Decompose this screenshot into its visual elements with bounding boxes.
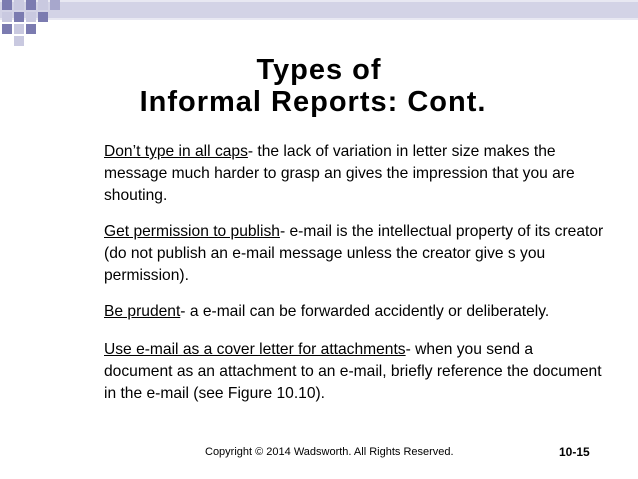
paragraph-prudent <box>104 301 604 323</box>
slide-title-line-2: Informal Reports: Cont. <box>139 86 487 118</box>
desc-cover-letter: - when you send a document as an attachment to an e-mail, briefly reference the document in the e-mail (see Figure 10.10). <box>104 341 602 402</box>
desc-permission: - e-mail is the intellectual property of its creator (do not publish an e-mail message unless the creator give s you permission). <box>104 223 604 284</box>
paragraph-permission <box>104 221 604 287</box>
header-decoration <box>0 0 638 48</box>
desc-all-caps: - the lack of variation in letter size makes the message much harder to grasp an gives the impression that you are shouting. <box>104 143 575 204</box>
paragraph-all-caps <box>104 141 604 207</box>
term-cover-letter: Use e-mail as a cover letter for attachments <box>104 341 406 358</box>
copyright-footer: Copyright © 2014 Wadsworth. All Rights Reserved. <box>205 446 454 458</box>
slide-title-line-1: Types of <box>256 54 382 86</box>
term-all-caps: Don’t type in all caps <box>104 143 248 160</box>
desc-prudent: - a e-mail can be forwarded accidently or deliberately. <box>180 303 550 320</box>
slide-title <box>0 54 638 118</box>
term-prudent: Be prudent <box>104 303 181 320</box>
term-permission: Get permission to publish <box>104 223 280 240</box>
paragraph-cover-letter <box>104 339 604 405</box>
slide-body <box>104 141 604 419</box>
slide-number: 10-15 <box>559 445 590 459</box>
